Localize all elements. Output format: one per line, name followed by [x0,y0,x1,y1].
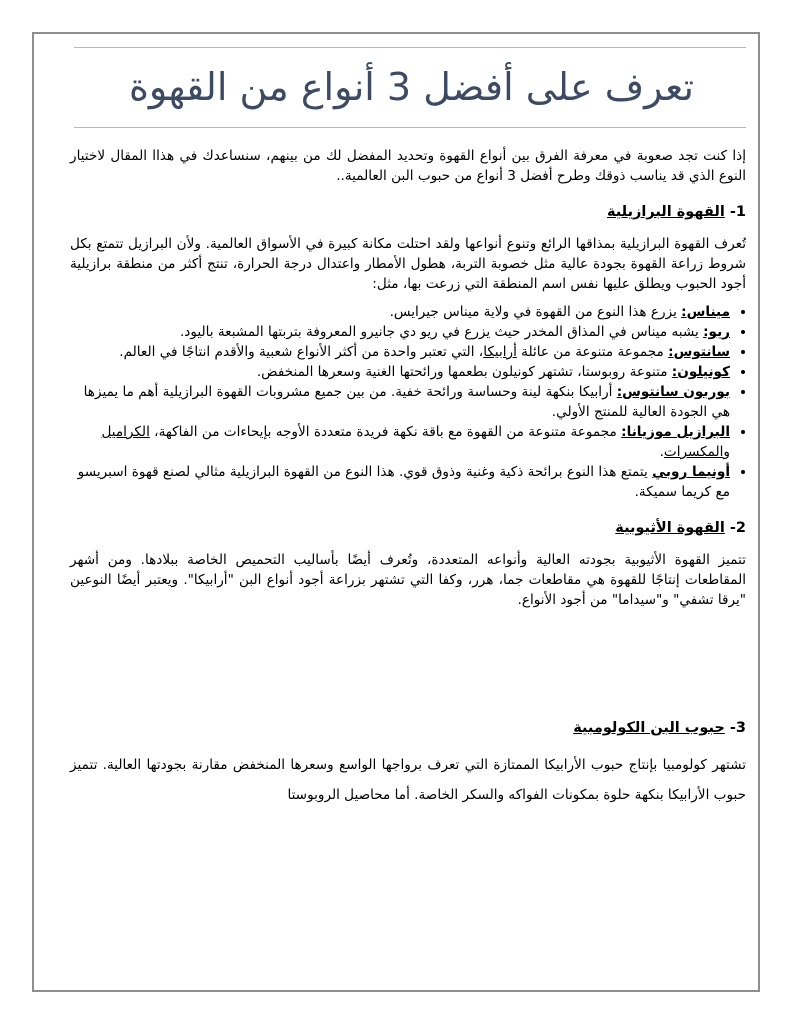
section-number: 2- [729,520,746,536]
list-item: • ريو: يشبه ميناس في المذاق المخدر حيث يزرع في ريو دي جانيرو المعروفة بتربتها المشبعة باليود. [70,322,730,342]
list-item: • سانتوس: مجموعة متنوعة من عائلة أرابيكا، التي تعتبر واحدة من أكثر الأنواع شعبية والأقدم انتاجًا في العالم. [70,342,730,362]
caramel-link[interactable]: الكراميل [101,424,150,440]
list-item: • بوربون سانتوس: أرابيكا بنكهة لينة وحساسة ورائحة خفية. من بين جميع مشروبات القهوة البرازيلية أهم ما يميزها هي الجودة العالية للمنتج الأولي. [70,382,730,422]
intro-paragraph: إذا كنت تجد صعوبة في معرفة الفرق بين أنواع القهوة وتحديد المفضل لك من بينهم، سنساعدك في هذاا المقال لاختيار النوع الذي قد يناسب ذوقك وطرح أفضل 3 أنواع من حبوب البن العالمية.. [70,148,746,184]
list-term: ميناس: [681,304,730,320]
list-term: ريو: [703,324,730,340]
section-number: 1- [729,204,746,220]
list-item: • البرازيل موزيانا: مجموعة متنوعة من القهوة مع باقة نكهة فريدة متعددة الأوجه بإيحاءات من الفاكهة، الكراميل والمكسرات. [70,422,730,462]
section-body-ethiopia: تتميز القهوة الأثيوبية بجودته العالية وأنواعه المتعددة، وتُعرف أيضًا بأساليب التحميص الخاصة ببلادها. ومن أشهر المقاطعات إنتاجًا للقهوة هي مقاطعات جما، هرر، وكفا التي تشتهر بزراعة أجود أنواع البن "أرابيكا". ويعتبر أيضًا النوعين "يرقا تشفي" و"سيداما" من أجود الأنواع. [70,552,746,608]
title-underline-rule [74,127,746,128]
list-item: • ميناس: يزرع هذا النوع من القهوة في ولاية ميناس جيرايس. [70,302,730,322]
list-term: أونيما روبي [652,464,730,480]
list-term: البرازيل موزيانا: [621,424,730,440]
brazil-coffee-list [70,302,746,502]
arabica-link[interactable]: أرابيكا [483,344,517,360]
section-body-colombia: تشتهر كولومبيا بإنتاج حبوب الأرابيكا الممتازة التي تعرف برواجها الواسع وسعرها المنخفض مقارنة بجودتها العالية. تتميز حبوب الأرابيكا بنكهة حلوة بمكونات الفواكه والسكر الخاصة. أما محاصيل الروبوستا [70,757,746,803]
section-heading-brazil [70,202,746,222]
list-term: كونيلون: [671,364,730,380]
document-title: تعرف على أفضل 3 أنواع من القهوة [128,65,694,109]
list-term: بوربون سانتوس: [616,384,730,400]
section-body-brazil: تُعرف القهوة البرازيلية بمذاقها الرائع وتنوع أنواعها ولقد احتلت مكانة كبيرة في الأسواق العالمية. ولأن البرازيل تتمتع بكل شروط زراعة القهوة بجودة عالية مثل خصوبة التربة، هطول الأمطار واعتدال درجة الحرارة، تنتج أكثر من منطقة برازيلية أجود الحبوب ويطلق عليها نفس اسم المنطقة التي زرعت بها، مثل: [70,236,746,292]
section-title: حبوب البن الكولومبية [573,720,725,736]
section-heading-ethiopia [70,518,746,538]
document-body [70,146,746,810]
list-item: • كونيلون: متنوعة روبوستا، تشتهر كونيلون بطعمها ورائحتها الغنية وسعرها المنخفض. [70,362,730,382]
nuts-link[interactable]: المكسرات [663,444,724,460]
section-number: 3- [729,720,746,736]
section-heading-colombia [70,718,746,738]
top-rule [74,47,746,48]
section-title: القهوة البرازيلية [606,204,725,220]
list-item: • أونيما روبي يتمتع هذا النوع برائحة ذكية وغنية وذوق قوي. هذا النوع من القهوة البرازيلية مثالي لصنع قهوة اسبريسو مع كريما سميكة. [70,462,730,502]
list-term: سانتوس: [668,344,730,360]
section-title: القهوة الأثيوبية [615,520,725,536]
